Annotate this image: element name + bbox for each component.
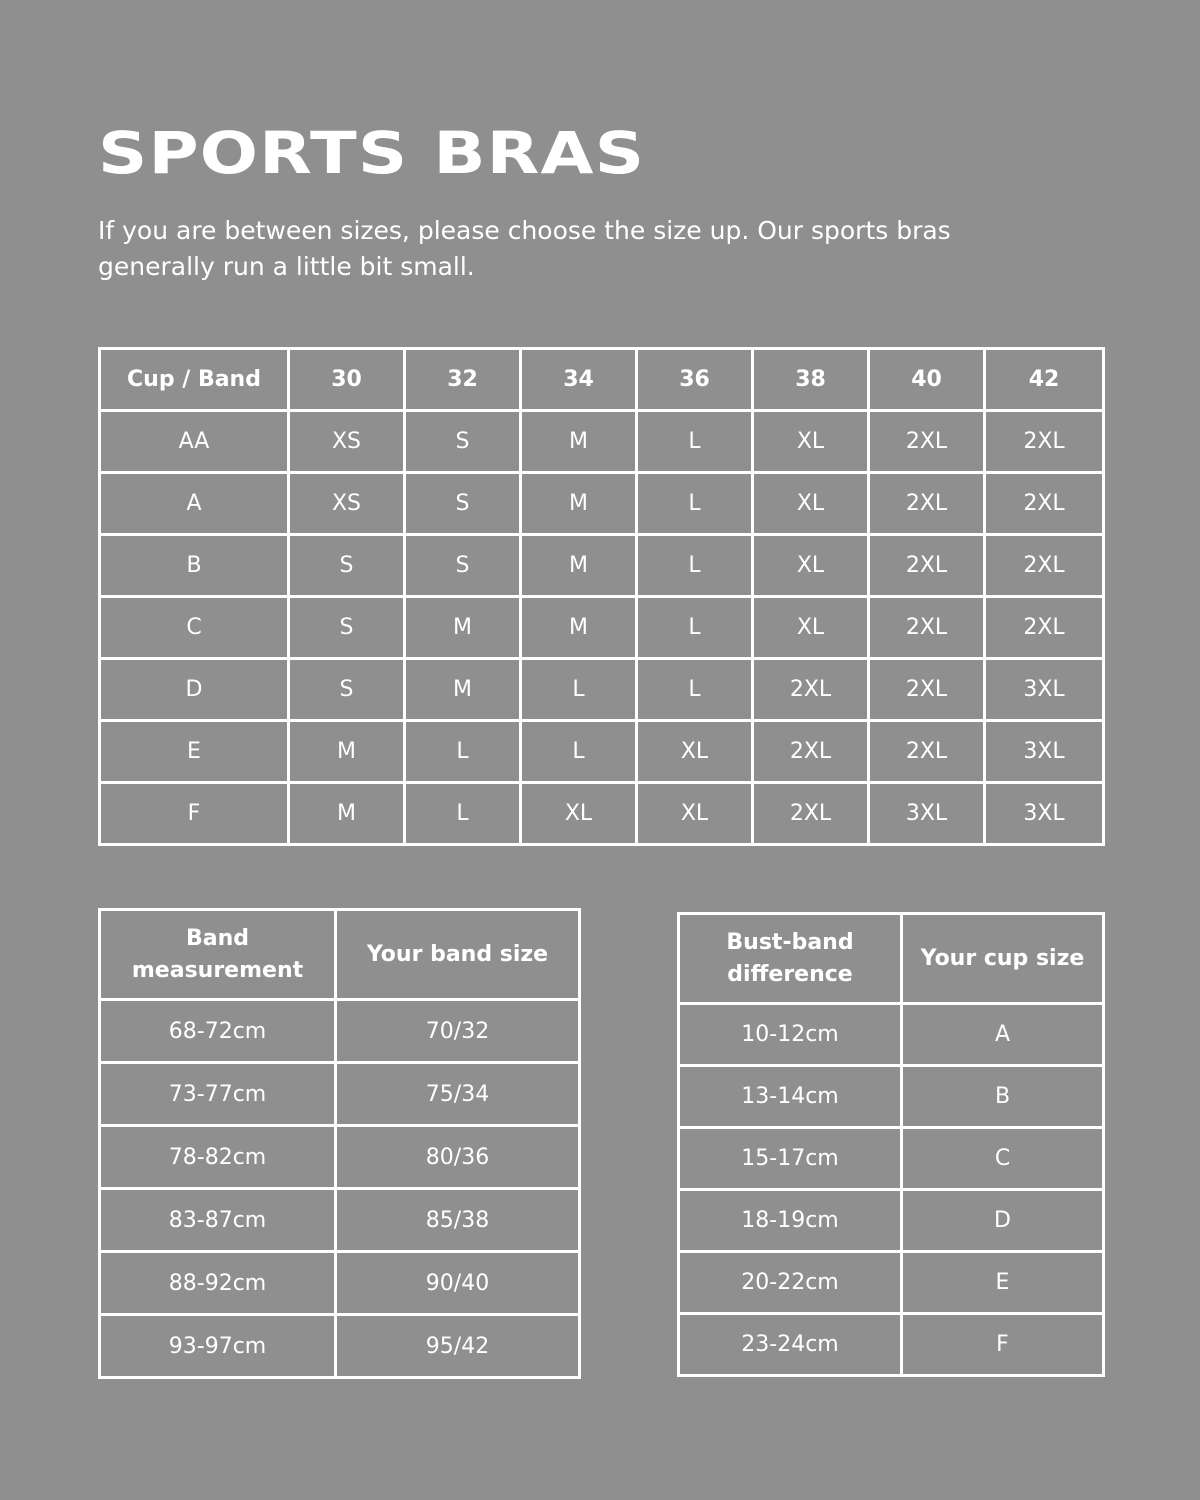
size-cell: M [521,535,637,597]
band-size-cell: 70/32 [336,1000,580,1063]
table-row [100,1189,580,1252]
table-row [679,1190,1104,1252]
cup-label: D [100,659,289,721]
table-row [100,1000,580,1063]
size-cell: L [637,535,753,597]
band-size-cell: 75/34 [336,1063,580,1126]
size-cell: XS [289,411,405,473]
size-cell: XL [753,597,869,659]
size-chart-header-row [100,349,1104,411]
band-size-cell: 80/36 [336,1126,580,1189]
cup-size-cell: C [902,1128,1104,1190]
cup-size-cell: A [902,1004,1104,1066]
band-measurement-cell: 93-97cm [100,1315,336,1378]
size-cell: M [521,411,637,473]
cup-size-cell: B [902,1066,1104,1128]
band-measurement-cell: 73-77cm [100,1063,336,1126]
size-cell: S [289,659,405,721]
table-row [100,721,1104,783]
cup-size-cell: E [902,1252,1104,1314]
band-measurement-cell: 88-92cm [100,1252,336,1315]
size-cell: 2XL [753,659,869,721]
band-measurement-cell: 83-87cm [100,1189,336,1252]
table-row [100,659,1104,721]
difference-cell: 20-22cm [679,1252,902,1314]
header-bust-band-difference: Bust-band difference [679,914,902,1004]
header-band-38: 38 [753,349,869,411]
size-cell: S [289,597,405,659]
difference-cell: 13-14cm [679,1066,902,1128]
size-cell: 3XL [985,659,1104,721]
size-cell: M [289,783,405,845]
size-cell: L [637,597,753,659]
band-measurement-cell: 78-82cm [100,1126,336,1189]
header-cup-band: Cup / Band [100,349,289,411]
size-cell: XL [637,783,753,845]
band-measurement-cell: 68-72cm [100,1000,336,1063]
header-band-40: 40 [869,349,985,411]
cup-label: B [100,535,289,597]
size-cell: L [637,411,753,473]
table-row [100,473,1104,535]
size-cell: 2XL [869,721,985,783]
table-row [100,597,1104,659]
band-size-table [98,908,581,1379]
size-cell: 3XL [985,721,1104,783]
header-band-34: 34 [521,349,637,411]
difference-cell: 10-12cm [679,1004,902,1066]
size-cell: 2XL [869,597,985,659]
size-cell: 2XL [985,535,1104,597]
cup-size-cell: F [902,1314,1104,1376]
table-row [679,1066,1104,1128]
size-cell: S [405,473,521,535]
cup-size-table [677,912,1105,1377]
size-cell: M [289,721,405,783]
size-cell: L [405,783,521,845]
cup-label: A [100,473,289,535]
size-cell: 2XL [869,473,985,535]
size-cell: 3XL [869,783,985,845]
size-cell: 2XL [985,411,1104,473]
table-row [679,1252,1104,1314]
cup-label: F [100,783,289,845]
size-cell: 2XL [753,721,869,783]
band-size-cell: 90/40 [336,1252,580,1315]
header-your-cup-size: Your cup size [902,914,1104,1004]
table-row [679,1314,1104,1376]
size-cell: M [405,597,521,659]
table-row [100,1315,580,1378]
header-band-42: 42 [985,349,1104,411]
difference-cell: 18-19cm [679,1190,902,1252]
band-table-header-row [100,910,580,1000]
header-band-measurement: Band measurement [100,910,336,1000]
page-title: SPORTS BRAS [98,119,646,187]
size-cell: XL [753,473,869,535]
intro-text: If you are between sizes, please choose the size up. Our sports bras generally run a little bit small. [98,216,951,281]
table-row [100,1063,580,1126]
size-cell: XL [753,535,869,597]
band-size-cell: 85/38 [336,1189,580,1252]
size-cell: XL [753,411,869,473]
size-cell: L [637,473,753,535]
header-your-band-size: Your band size [336,910,580,1000]
size-cell: XL [637,721,753,783]
size-cell: M [521,597,637,659]
table-row [100,535,1104,597]
size-cell: S [405,535,521,597]
size-cell: XL [521,783,637,845]
table-row [100,411,1104,473]
cup-label: C [100,597,289,659]
cup-size-cell: D [902,1190,1104,1252]
size-cell: S [405,411,521,473]
size-cell: 2XL [869,411,985,473]
size-cell: 2XL [753,783,869,845]
size-chart-table [98,347,1105,846]
size-cell: 2XL [985,473,1104,535]
table-row [679,1004,1104,1066]
size-cell: S [289,535,405,597]
size-cell: 2XL [985,597,1104,659]
size-cell: M [405,659,521,721]
size-cell: 3XL [985,783,1104,845]
difference-cell: 15-17cm [679,1128,902,1190]
cup-label: AA [100,411,289,473]
size-cell: L [405,721,521,783]
size-cell: 2XL [869,535,985,597]
table-row [100,1126,580,1189]
size-cell: XS [289,473,405,535]
table-row [100,1252,580,1315]
size-cell: M [521,473,637,535]
size-cell: L [521,721,637,783]
size-cell: L [637,659,753,721]
band-size-cell: 95/42 [336,1315,580,1378]
size-cell: 2XL [869,659,985,721]
header-band-36: 36 [637,349,753,411]
difference-cell: 23-24cm [679,1314,902,1376]
size-cell: L [521,659,637,721]
header-band-30: 30 [289,349,405,411]
header-band-32: 32 [405,349,521,411]
table-row [679,1128,1104,1190]
table-row [100,783,1104,845]
cup-label: E [100,721,289,783]
cup-table-header-row [679,914,1104,1004]
